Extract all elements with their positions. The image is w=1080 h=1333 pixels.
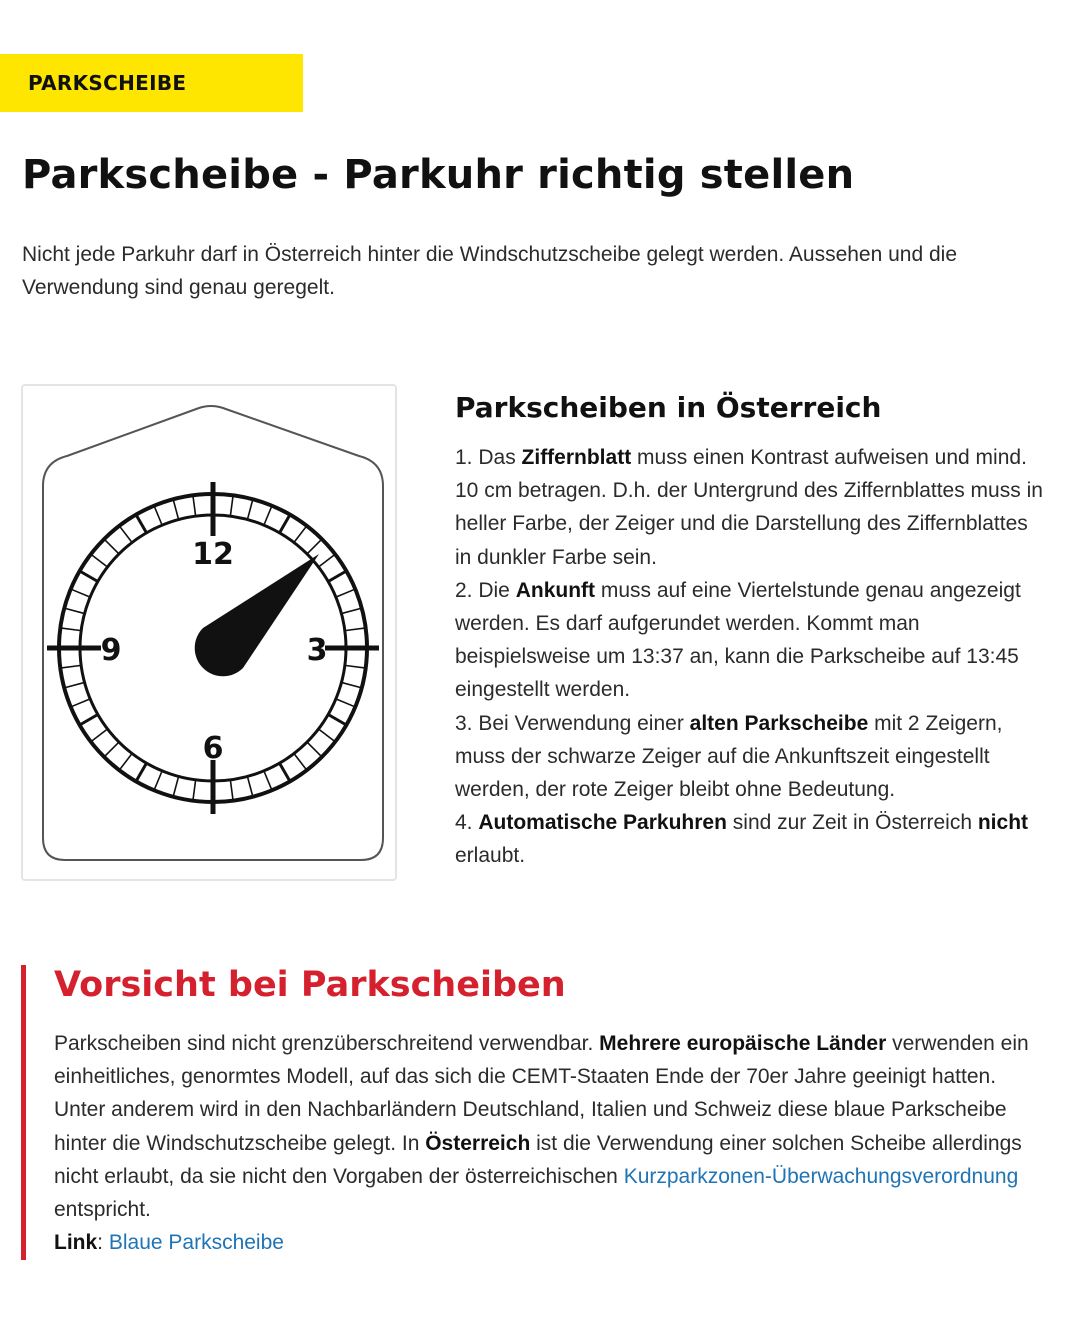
- rule-item: 1. Das Ziffernblatt muss einen Kontrast aufweisen und mind. 10 cm betragen. D.h. der Untergrund des Ziffernblattes muss in heller Farbe, der Zeiger und die Darstellung des Ziffernblattes in dunkler Farbe sein.: [455, 446, 1043, 569]
- kurzparkzonen-link[interactable]: Kurzparkzonen-Überwachungsverordnung: [623, 1164, 1019, 1188]
- clock-numeral-9: 9: [100, 633, 122, 668]
- warning-text: Parkscheiben sind nicht grenzüberschreitend verwendbar. Mehrere europäische Länder verwenden ein einheitliches, genormtes Modell, auf das sich die CEMT-Staaten Ende der 70er Jahre geeinigt hatten. Unter anderem wird in den Nachbarländern Deutschland, Italien und Schweiz diese blaue Parkscheibe hinter die Windschutzscheibe gelegt. In Österreich ist die Verwendung einer solchen Scheibe allerdings nicht erlaubt, da sie nicht den Vorgaben der österreichischen Kurzparkzonen-Überwachungsverordnung entspricht. Link: Blaue Parkscheibe: [54, 1032, 1029, 1255]
- rules-list: [455, 441, 1045, 873]
- page-title: Parkscheibe - Parkuhr richtig stellen: [22, 152, 855, 198]
- clock-numeral-3: 3: [306, 633, 328, 668]
- lead-paragraph: Nicht jede Parkuhr darf in Österreich hinter die Windschutzscheibe gelegt werden. Aussehen und die Verwendung sind genau geregelt.: [22, 243, 958, 299]
- clock-numeral-12: 12: [192, 537, 234, 572]
- link-label: Link: [54, 1231, 98, 1255]
- category-badge[interactable]: [0, 54, 303, 112]
- warning-heading: Vorsicht bei Parkscheiben: [54, 965, 566, 1005]
- parking-disc-image: [21, 384, 397, 881]
- rule-item: 2. Die Ankunft muss auf eine Viertelstunde genau angezeigt werden. Es darf aufgerundet werden. Kommt man beispielsweise um 13:37 an, kann die Parkscheibe auf 13:45 eingestellt werden.: [455, 578, 1021, 702]
- warning-box: [21, 965, 1031, 1260]
- parking-disc-illustration: [23, 386, 395, 879]
- rule-item: 3. Bei Verwendung einer alten Parkscheibe mit 2 Zeigern, muss der schwarze Zeiger auf die Ankunftszeit eingestellt werden, der rote Zeiger bleibt ohne Bedeutung.: [455, 711, 1003, 802]
- clock-numeral-6: 6: [202, 731, 224, 766]
- rules-heading: Parkscheiben in Österreich: [455, 391, 882, 424]
- blaue-parkscheibe-link[interactable]: Blaue Parkscheibe: [108, 1231, 284, 1255]
- rule-item: 4. Automatische Parkuhren sind zur Zeit in Österreich nicht erlaubt.: [455, 811, 1029, 868]
- category-badge-label: PARKSCHEIBE: [28, 71, 187, 95]
